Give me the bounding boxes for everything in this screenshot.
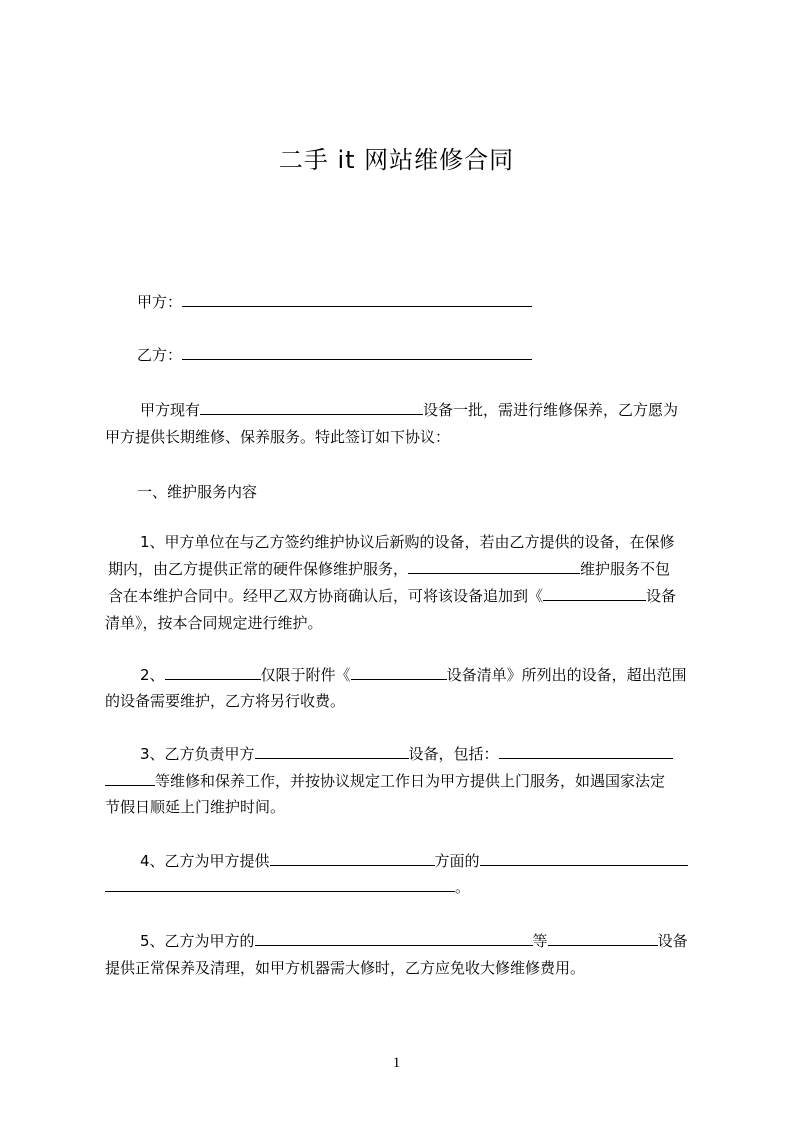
clause-4-blank-1 — [270, 851, 435, 866]
intro-text: 设备一批，需进行维修保养，乙方愿为 — [423, 401, 679, 419]
clause-1-line-3 — [108, 586, 676, 606]
clause-text: 4、乙方为甲方提供 — [140, 852, 270, 870]
clause-text: 设备 — [646, 587, 677, 605]
clause-3-line-3: 节假日顺延上门维护时间。 — [105, 798, 286, 816]
party-b-line — [137, 345, 532, 365]
clause-text: 维护服务不包 — [580, 560, 671, 578]
clause-3-line-2 — [105, 771, 665, 791]
clause-text: 设备，包括： — [408, 745, 499, 763]
clause-text: 期内，由乙方提供正常的硬件保修维护服务， — [108, 560, 409, 578]
clause-text: 设备清单》所列出的设备，超出范围 — [446, 666, 687, 684]
party-a-label: 甲方： — [137, 293, 183, 311]
clause-text: 等 — [532, 932, 548, 950]
clause-4-blank-2 — [480, 851, 688, 866]
clause-text: 2、 — [140, 666, 165, 684]
clause-text: 5、乙方为甲方的 — [140, 932, 255, 950]
clause-1-line-1: 1、甲方单位在与乙方签约维护协议后新购的设备，若由乙方提供的设备，在保修 — [140, 533, 675, 551]
clause-text: 含在本维护合同中。经甲乙双方协商确认后，可将该设备追加到《 — [108, 587, 544, 605]
clause-4-line-2 — [105, 877, 470, 897]
clause-5-line-2: 提供正常保养及清理，如甲方机器需大修时，乙方应免收大修维修费用。 — [105, 959, 586, 977]
intro-line-2: 甲方提供长期维修、保养服务。特此签订如下协议： — [105, 428, 451, 446]
party-a-line — [137, 292, 532, 312]
clause-3-blank-1 — [255, 744, 409, 759]
clause-3-line-1 — [140, 744, 673, 764]
clause-5-blank-2 — [548, 931, 658, 946]
page-number: 1 — [392, 1055, 401, 1071]
clause-text: 。 — [455, 878, 471, 896]
clause-1-blank-1 — [408, 559, 580, 574]
document-title: 二手 it 网站维修合同 — [278, 146, 515, 174]
clause-text: 3、乙方负责甲方 — [140, 745, 255, 763]
intro-text: 甲方现有 — [140, 401, 201, 419]
intro-line-1 — [140, 400, 678, 420]
clause-1-blank-2 — [543, 586, 646, 601]
party-a-blank — [182, 292, 532, 307]
equipment-blank — [200, 400, 423, 415]
section-heading: 一、维护服务内容 — [137, 483, 258, 501]
party-b-blank — [182, 345, 532, 360]
clause-5-blank-1 — [255, 931, 533, 946]
clause-4-line-1 — [140, 851, 688, 871]
clause-4-blank-3 — [105, 877, 455, 892]
clause-text: 等维修和保养工作，并按协议规定工作日为甲方提供上门服务，如遇国家法定 — [155, 772, 666, 790]
clause-5-line-1 — [140, 931, 688, 951]
clause-2-blank-2 — [351, 665, 447, 680]
clause-2-blank-1 — [165, 665, 261, 680]
clause-2-line-2: 的设备需要维护，乙方将另行收费。 — [105, 692, 346, 710]
clause-text: 设备 — [657, 932, 688, 950]
clause-3-blank-2 — [499, 744, 673, 759]
clause-text: 仅限于附件《 — [260, 666, 351, 684]
clause-3-blank-3 — [105, 771, 155, 786]
clause-1-line-2 — [108, 559, 670, 579]
clause-2-line-1 — [140, 665, 687, 685]
clause-text: 方面的 — [434, 852, 480, 870]
party-b-label: 乙方： — [137, 346, 183, 364]
clause-1-line-4: 清单》，按本合同规定进行维护。 — [105, 614, 323, 632]
